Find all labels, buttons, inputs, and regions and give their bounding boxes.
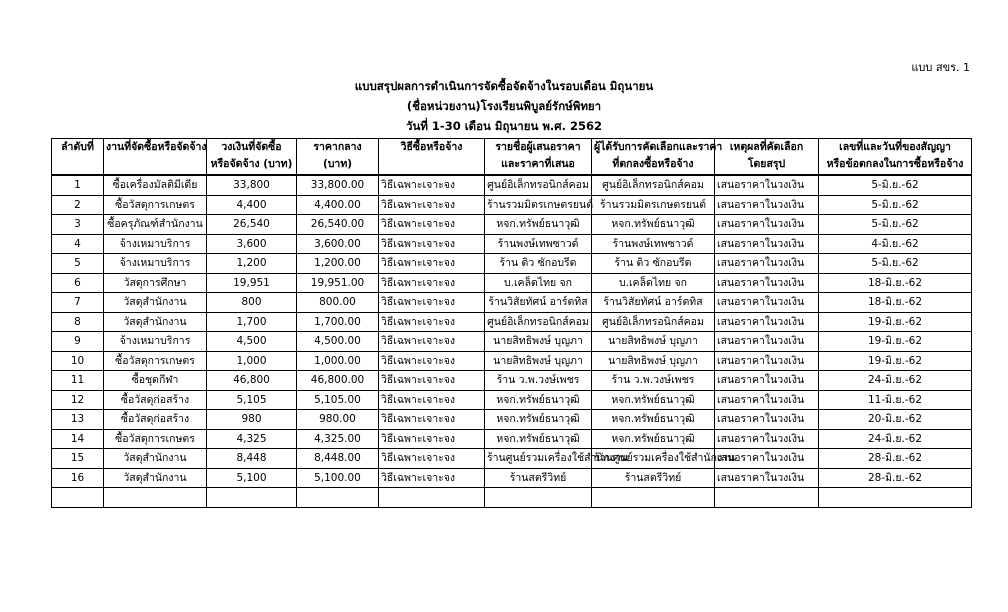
table-row	[52, 449, 972, 469]
header-line: และราคาที่เสนอ	[501, 158, 575, 170]
cell-col-method: วิธีเฉพาะเจาะจง	[379, 234, 485, 254]
cell-col-budget: 1,200	[207, 254, 297, 274]
table-body	[52, 175, 972, 507]
cell-col-median-price: 46,800.00	[297, 371, 379, 391]
cell-col-bidders: ศูนย์อิเล็กทรอนิกส์คอม	[485, 312, 592, 332]
cell-col-budget: 800	[207, 293, 297, 313]
header-line: ที่ตกลงซื้อหรือจ้าง	[612, 158, 694, 170]
table-row	[52, 390, 972, 410]
cell-col-contract: 19-มิ.ย.-62	[819, 332, 972, 352]
cell-col-seq: 10	[52, 351, 104, 371]
cell-col-seq: 8	[52, 312, 104, 332]
cell-col-method: วิธีเฉพาะเจาะจง	[379, 390, 485, 410]
cell-col-contract: 5-มิ.ย.-62	[819, 215, 972, 235]
cell-col-seq: 16	[52, 468, 104, 488]
header-line: ราคากลาง	[313, 141, 362, 153]
cell-col-budget: 1,000	[207, 351, 297, 371]
cell-col-budget: 46,800	[207, 371, 297, 391]
cell-col-budget: 8,448	[207, 449, 297, 469]
cell-col-reason: เสนอราคาในวงเงิน	[715, 449, 819, 469]
cell-col-selected: ร้านสตรีวิทย์	[592, 468, 715, 488]
table-row	[52, 293, 972, 313]
cell-col-selected: ร้าน ว.พ.วงษ์เพชร	[592, 371, 715, 391]
cell-col-method: วิธีเฉพาะเจาะจง	[379, 371, 485, 391]
header-line: ผู้ได้รับการคัดเลือกและราคา	[594, 141, 723, 153]
cell-col-budget: 19,951	[207, 273, 297, 293]
cell-col-item: ซื้อครุภัณฑ์สำนักงาน	[104, 215, 207, 235]
cell-col-method: วิธีเฉพาะเจาะจง	[379, 410, 485, 430]
cell-col-selected: ร้าน ดิว ซักอบรีด	[592, 254, 715, 274]
title-line-2: (ชื่อหน่วยงาน)โรงเรียนพิบูลย์รักษ์พิทยา	[406, 99, 602, 113]
header-col-item	[104, 139, 207, 176]
cell-col-reason: เสนอราคาในวงเงิน	[715, 332, 819, 352]
header-col-contract	[819, 139, 972, 176]
cell-col-reason: เสนอราคาในวงเงิน	[715, 371, 819, 391]
cell-col-budget: 980	[207, 410, 297, 430]
cell-col-bidders	[485, 488, 592, 508]
cell-col-budget: 5,105	[207, 390, 297, 410]
cell-col-budget: 1,700	[207, 312, 297, 332]
cell-col-method: วิธีเฉพาะเจาะจง	[379, 312, 485, 332]
cell-col-bidders: ร้านวิสัยทัศน์ อาร์ตทิส	[485, 293, 592, 313]
cell-col-seq: 2	[52, 195, 104, 215]
cell-col-bidders: หจก.ทรัพย์ธนาวุฒิ	[485, 215, 592, 235]
cell-col-selected: ศูนย์อิเล็กทรอนิกส์คอม	[592, 312, 715, 332]
cell-col-median-price: 3,600.00	[297, 234, 379, 254]
cell-col-contract: 18-มิ.ย.-62	[819, 293, 972, 313]
cell-col-method: วิธีเฉพาะเจาะจง	[379, 332, 485, 352]
header-col-budget	[207, 139, 297, 176]
cell-col-seq: 9	[52, 332, 104, 352]
cell-col-method: วิธีเฉพาะเจาะจง	[379, 293, 485, 313]
cell-col-bidders: ร้านศูนย์รวมเครื่องใช้สำนักงาน	[485, 449, 592, 469]
cell-col-budget: 33,800	[207, 175, 297, 195]
header-line: รายชื่อผู้เสนอราคา	[495, 141, 581, 153]
cell-col-bidders: บ.เคล็ดไทย จก	[485, 273, 592, 293]
cell-col-seq: 11	[52, 371, 104, 391]
cell-col-budget: 3,600	[207, 234, 297, 254]
table-row	[52, 195, 972, 215]
cell-col-method: วิธีเฉพาะเจาะจง	[379, 195, 485, 215]
header-line: โดยสรุป	[747, 158, 786, 170]
cell-col-reason: เสนอราคาในวงเงิน	[715, 215, 819, 235]
cell-col-bidders: หจก.ทรัพย์ธนาวุฒิ	[485, 390, 592, 410]
cell-col-median-price: 8,448.00	[297, 449, 379, 469]
table-row	[52, 410, 972, 430]
report-title	[0, 76, 1008, 136]
header-line: งานที่จัดซื้อหรือจัดจ้าง	[106, 141, 207, 153]
cell-col-selected: ร้านพงษ์เทพซาวด์	[592, 234, 715, 254]
cell-col-reason: เสนอราคาในวงเงิน	[715, 175, 819, 195]
procurement-table	[51, 138, 972, 508]
cell-col-bidders: ศูนย์อิเล็กทรอนิกส์คอม	[485, 175, 592, 195]
cell-col-reason: เสนอราคาในวงเงิน	[715, 234, 819, 254]
cell-col-item: วัสดุสำนักงาน	[104, 449, 207, 469]
cell-col-selected: หจก.ทรัพย์ธนาวุฒิ	[592, 410, 715, 430]
header-col-selected	[592, 139, 723, 176]
cell-col-method: วิธีเฉพาะเจาะจง	[379, 254, 485, 274]
cell-col-item: วัสดุสำนักงาน	[104, 293, 207, 313]
header-line: ลำดับที่	[61, 141, 94, 153]
table-row	[52, 371, 972, 391]
cell-col-reason: เสนอราคาในวงเงิน	[715, 390, 819, 410]
table-row	[52, 254, 972, 274]
cell-col-bidders: ร้าน ว.พ.วงษ์เพชร	[485, 371, 592, 391]
cell-col-median-price: 1,700.00	[297, 312, 379, 332]
cell-col-method: วิธีเฉพาะเจาะจง	[379, 215, 485, 235]
cell-col-method: วิธีเฉพาะเจาะจง	[379, 449, 485, 469]
cell-col-seq: 4	[52, 234, 104, 254]
cell-col-item	[104, 488, 207, 508]
header-col-bidders	[485, 139, 592, 176]
cell-col-method	[379, 488, 485, 508]
cell-col-bidders: หจก.ทรัพย์ธนาวุฒิ	[485, 410, 592, 430]
cell-col-median-price: 26,540.00	[297, 215, 379, 235]
table-row	[52, 488, 972, 508]
cell-col-selected: หจก.ทรัพย์ธนาวุฒิ	[592, 429, 715, 449]
cell-col-median-price: 4,500.00	[297, 332, 379, 352]
cell-col-selected	[592, 488, 715, 508]
cell-col-bidders: ร้าน ดิว ซักอบรีด	[485, 254, 592, 274]
cell-col-seq: 1	[52, 175, 104, 195]
cell-col-contract: 5-มิ.ย.-62	[819, 175, 972, 195]
cell-col-reason	[715, 488, 819, 508]
cell-col-method: วิธีเฉพาะเจาะจง	[379, 351, 485, 371]
table-row	[52, 234, 972, 254]
cell-col-item: ซื้อวัสดุก่อสร้าง	[104, 390, 207, 410]
cell-col-selected: ร้านวิสัยทัศน์ อาร์ตทิส	[592, 293, 715, 313]
cell-col-method: วิธีเฉพาะเจาะจง	[379, 175, 485, 195]
cell-col-median-price	[297, 488, 379, 508]
cell-col-item: ซื้อวัสดุการเกษตร	[104, 195, 207, 215]
cell-col-contract: 4-มิ.ย.-62	[819, 234, 972, 254]
table-row	[52, 312, 972, 332]
cell-col-seq: 6	[52, 273, 104, 293]
cell-col-reason: เสนอราคาในวงเงิน	[715, 254, 819, 274]
cell-col-seq: 15	[52, 449, 104, 469]
cell-col-contract: 20-มิ.ย.-62	[819, 410, 972, 430]
title-line-1: แบบสรุปผลการดำเนินการจัดซื้อจัดจ้างในรอบเดือน มิถุนายน	[354, 79, 654, 93]
header-line: วิธีซื้อหรือจ้าง	[400, 141, 463, 153]
header-line: หรือข้อตกลงในการซื้อหรือจ้าง	[826, 158, 964, 170]
cell-col-budget: 4,400	[207, 195, 297, 215]
header-col-reason	[715, 139, 819, 176]
cell-col-method: วิธีเฉพาะเจาะจง	[379, 429, 485, 449]
table-row	[52, 429, 972, 449]
cell-col-contract: 18-มิ.ย.-62	[819, 273, 972, 293]
header-col-median-price	[297, 139, 379, 176]
table-header-row	[52, 139, 972, 176]
header-col-seq	[52, 139, 104, 176]
table-row	[52, 468, 972, 488]
title-line-3: วันที่ 1-30 เดือน มิถุนายน พ.ศ. 2562	[406, 119, 602, 133]
cell-col-seq: 14	[52, 429, 104, 449]
cell-col-median-price: 4,325.00	[297, 429, 379, 449]
cell-col-item: วัสดุสำนักงาน	[104, 312, 207, 332]
cell-col-budget	[207, 488, 297, 508]
header-line: เลขที่และวันที่ของสัญญา	[839, 141, 951, 153]
header-line: (บาท)	[322, 158, 353, 170]
table-row	[52, 332, 972, 352]
cell-col-item: วัสดุสำนักงาน	[104, 468, 207, 488]
cell-col-method: วิธีเฉพาะเจาะจง	[379, 273, 485, 293]
cell-col-item: วัสดุการศึกษา	[104, 273, 207, 293]
cell-col-seq: 7	[52, 293, 104, 313]
cell-col-median-price: 980.00	[297, 410, 379, 430]
header-col-method	[379, 139, 485, 176]
cell-col-reason: เสนอราคาในวงเงิน	[715, 351, 819, 371]
cell-col-item: ซื้อวัสดุการเกษตร	[104, 429, 207, 449]
cell-col-contract: 28-มิ.ย.-62	[819, 449, 972, 469]
cell-col-seq: 3	[52, 215, 104, 235]
cell-col-bidders: ร้านพงษ์เทพซาวด์	[485, 234, 592, 254]
cell-col-median-price: 5,105.00	[297, 390, 379, 410]
header-line: เหตุผลที่คัดเลือก	[729, 141, 804, 153]
cell-col-median-price: 5,100.00	[297, 468, 379, 488]
cell-col-reason: เสนอราคาในวงเงิน	[715, 293, 819, 313]
cell-col-median-price: 800.00	[297, 293, 379, 313]
cell-col-selected: หจก.ทรัพย์ธนาวุฒิ	[592, 215, 715, 235]
cell-col-item: จ้างเหมาบริการ	[104, 254, 207, 274]
cell-col-budget: 5,100	[207, 468, 297, 488]
cell-col-contract: 5-มิ.ย.-62	[819, 195, 972, 215]
cell-col-item: จ้างเหมาบริการ	[104, 332, 207, 352]
cell-col-seq: 5	[52, 254, 104, 274]
form-code: แบบ สขร. 1	[911, 61, 970, 74]
cell-col-selected: ศูนย์อิเล็กทรอนิกส์คอม	[592, 175, 715, 195]
header-line: วงเงินที่จัดซื้อ	[221, 141, 282, 153]
cell-col-contract	[819, 488, 972, 508]
cell-col-selected: หจก.ทรัพย์ธนาวุฒิ	[592, 390, 715, 410]
cell-col-selected: ร้านศูนย์รวมเครื่องใช้สำนักงาน	[592, 449, 715, 469]
cell-col-budget: 26,540	[207, 215, 297, 235]
cell-col-median-price: 1,200.00	[297, 254, 379, 274]
cell-col-item: ซื้อชุดกีฬา	[104, 371, 207, 391]
cell-col-reason: เสนอราคาในวงเงิน	[715, 468, 819, 488]
cell-col-item: จ้างเหมาบริการ	[104, 234, 207, 254]
cell-col-budget: 4,500	[207, 332, 297, 352]
cell-col-item: ซื้อวัสดุการเกษตร	[104, 351, 207, 371]
cell-col-contract: 24-มิ.ย.-62	[819, 371, 972, 391]
cell-col-contract: 5-มิ.ย.-62	[819, 254, 972, 274]
cell-col-selected: ร้านรวมมิตรเกษตรยนต์	[592, 195, 715, 215]
cell-col-median-price: 4,400.00	[297, 195, 379, 215]
cell-col-method: วิธีเฉพาะเจาะจง	[379, 468, 485, 488]
cell-col-reason: เสนอราคาในวงเงิน	[715, 273, 819, 293]
cell-col-budget: 4,325	[207, 429, 297, 449]
cell-col-item: ซื้อวัสดุก่อสร้าง	[104, 410, 207, 430]
cell-col-reason: เสนอราคาในวงเงิน	[715, 429, 819, 449]
table-row	[52, 351, 972, 371]
cell-col-bidders: นายสิทธิพงษ์ บุญภา	[485, 351, 592, 371]
cell-col-item: ซื้อเครื่องมัลติมีเดีย	[104, 175, 207, 195]
cell-col-bidders: นายสิทธิพงษ์ บุญภา	[485, 332, 592, 352]
cell-col-bidders: ร้านสตรีวิทย์	[485, 468, 592, 488]
cell-col-seq: 12	[52, 390, 104, 410]
table-row	[52, 175, 972, 195]
cell-col-selected: นายสิทธิพงษ์ บุญภา	[592, 332, 715, 352]
cell-col-median-price: 33,800.00	[297, 175, 379, 195]
cell-col-reason: เสนอราคาในวงเงิน	[715, 410, 819, 430]
cell-col-median-price: 1,000.00	[297, 351, 379, 371]
cell-col-median-price: 19,951.00	[297, 273, 379, 293]
cell-col-bidders: หจก.ทรัพย์ธนาวุฒิ	[485, 429, 592, 449]
cell-col-contract: 24-มิ.ย.-62	[819, 429, 972, 449]
cell-col-reason: เสนอราคาในวงเงิน	[715, 312, 819, 332]
cell-col-bidders: ร้านรวมมิตรเกษตรยนต์	[485, 195, 592, 215]
cell-col-seq	[52, 488, 104, 508]
cell-col-contract: 19-มิ.ย.-62	[819, 312, 972, 332]
cell-col-contract: 11-มิ.ย.-62	[819, 390, 972, 410]
cell-col-reason: เสนอราคาในวงเงิน	[715, 195, 819, 215]
cell-col-contract: 28-มิ.ย.-62	[819, 468, 972, 488]
cell-col-selected: นายสิทธิพงษ์ บุญภา	[592, 351, 715, 371]
cell-col-contract: 19-มิ.ย.-62	[819, 351, 972, 371]
header-line: หรือจัดจ้าง (บาท)	[210, 158, 293, 170]
cell-col-seq: 13	[52, 410, 104, 430]
table-row	[52, 215, 972, 235]
cell-col-selected: บ.เคล็ดไทย จก	[592, 273, 715, 293]
table-row	[52, 273, 972, 293]
